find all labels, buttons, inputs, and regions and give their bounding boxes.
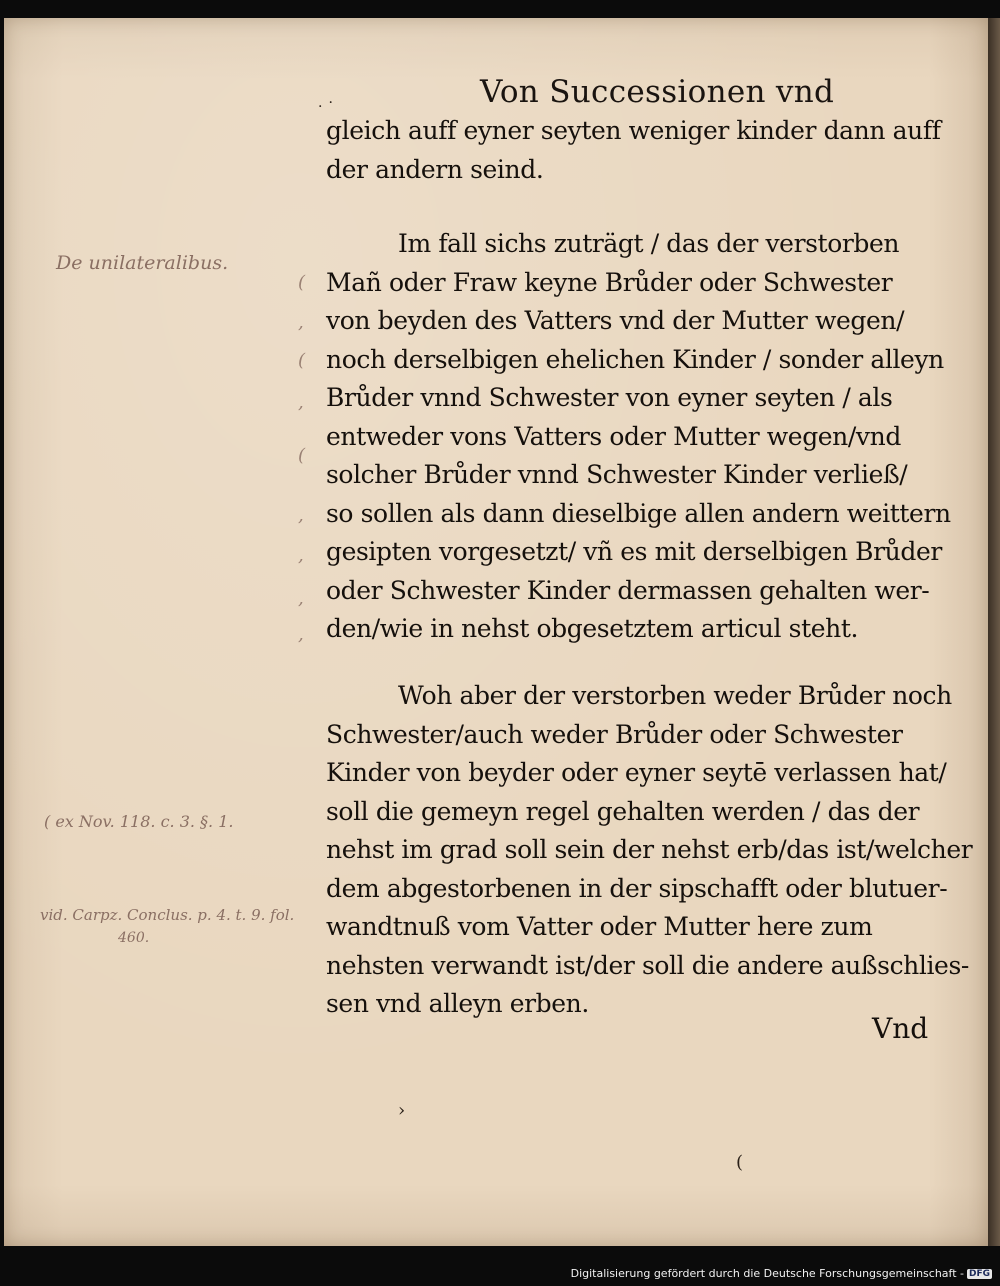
margin-tick: ,: [298, 588, 304, 609]
digitization-credit: [571, 1267, 992, 1280]
marginal-note: vid. Carpz. Conclus. p. 4. t. 9. fol.: [40, 906, 295, 924]
text-line: oder Schwester Kinder dermassen gehalten wer-: [326, 575, 930, 605]
text-line: noch derselbigen ehelichen Kinder / sonder alleyn: [326, 344, 944, 374]
paragraph-general-rule: [326, 677, 973, 1024]
book-edge: [988, 18, 1000, 1246]
stray-marks: .·: [318, 95, 339, 111]
text-line: gesipten vorgesetzt/ vñ es mit derselbigen Brůder: [326, 537, 942, 566]
margin-tick: ,: [298, 312, 304, 333]
margin-tick: (: [298, 272, 306, 293]
text-line: sen vnd alleyn erben.: [326, 989, 589, 1018]
catchword: Vnd: [872, 1012, 929, 1045]
stray-mark: (: [736, 1152, 744, 1173]
text-line: Kinder von beyder oder eyner seytē verlassen hat/: [326, 758, 947, 787]
running-header: Von Successionen vnd: [480, 74, 835, 110]
text-line: entweder vons Vatters oder Mutter wegen/vnd: [326, 421, 901, 451]
text-line: der andern seind.: [326, 154, 544, 184]
margin-tick: ,: [298, 392, 304, 413]
footer-text: Digitalisierung gefördert durch die Deutsche Forschungsgemeinschaft -: [570, 1267, 964, 1280]
text-line: nehsten verwandt ist/der soll die andere außschlies-: [326, 950, 969, 980]
text-line: Schwester/auch weder Brůder oder Schwester: [326, 719, 903, 749]
margin-tick: ,: [298, 505, 304, 526]
marginal-note: 460.: [118, 930, 150, 946]
text-line: dem abgestorbenen in der sipschafft oder blutuer-: [326, 873, 948, 903]
text-line: nehst im grad soll sein der nehst erb/das ist/welcher: [326, 835, 973, 864]
text-line: wandtnuß vom Vatter oder Mutter here zum: [326, 912, 873, 941]
text-line: gleich auff eyner seyten weniger kinder dann auff: [326, 116, 941, 145]
margin-tick: ,: [298, 624, 304, 645]
dfg-logo-icon: DFG: [968, 1269, 990, 1279]
text-line: Im fall sichs zuträgt / das der verstorben: [398, 229, 900, 258]
margin-tick: (: [298, 445, 306, 466]
text-line: soll die gemeyn regel gehalten werden / das der: [326, 796, 920, 826]
text-line: solcher Brůder vnnd Schwester Kinder verließ/: [326, 460, 908, 489]
text-line: den/wie in nehst obgesetztem articul steht.: [326, 614, 859, 643]
text-line: so sollen als dann dieselbige allen andern weittern: [326, 498, 951, 528]
marginal-note: De unilateralibus.: [56, 252, 229, 274]
text-line: von beyden des Vatters vnd der Mutter wegen/: [326, 306, 905, 335]
stray-mark: ›: [398, 1100, 406, 1121]
marginal-note: ( ex Nov. 118. c. 3. §. 1.: [44, 812, 234, 831]
paragraph-continuation: [326, 112, 941, 189]
text-line: Mañ oder Fraw keyne Brůder oder Schwester: [326, 267, 893, 297]
margin-tick: ,: [298, 545, 304, 566]
paragraph-half-siblings: [326, 225, 951, 649]
text-line: Woh aber der verstorben weder Brůder noch: [398, 681, 952, 710]
margin-tick: (: [298, 350, 306, 371]
text-line: Brůder vnnd Schwester von eyner seyten / als: [326, 383, 893, 412]
